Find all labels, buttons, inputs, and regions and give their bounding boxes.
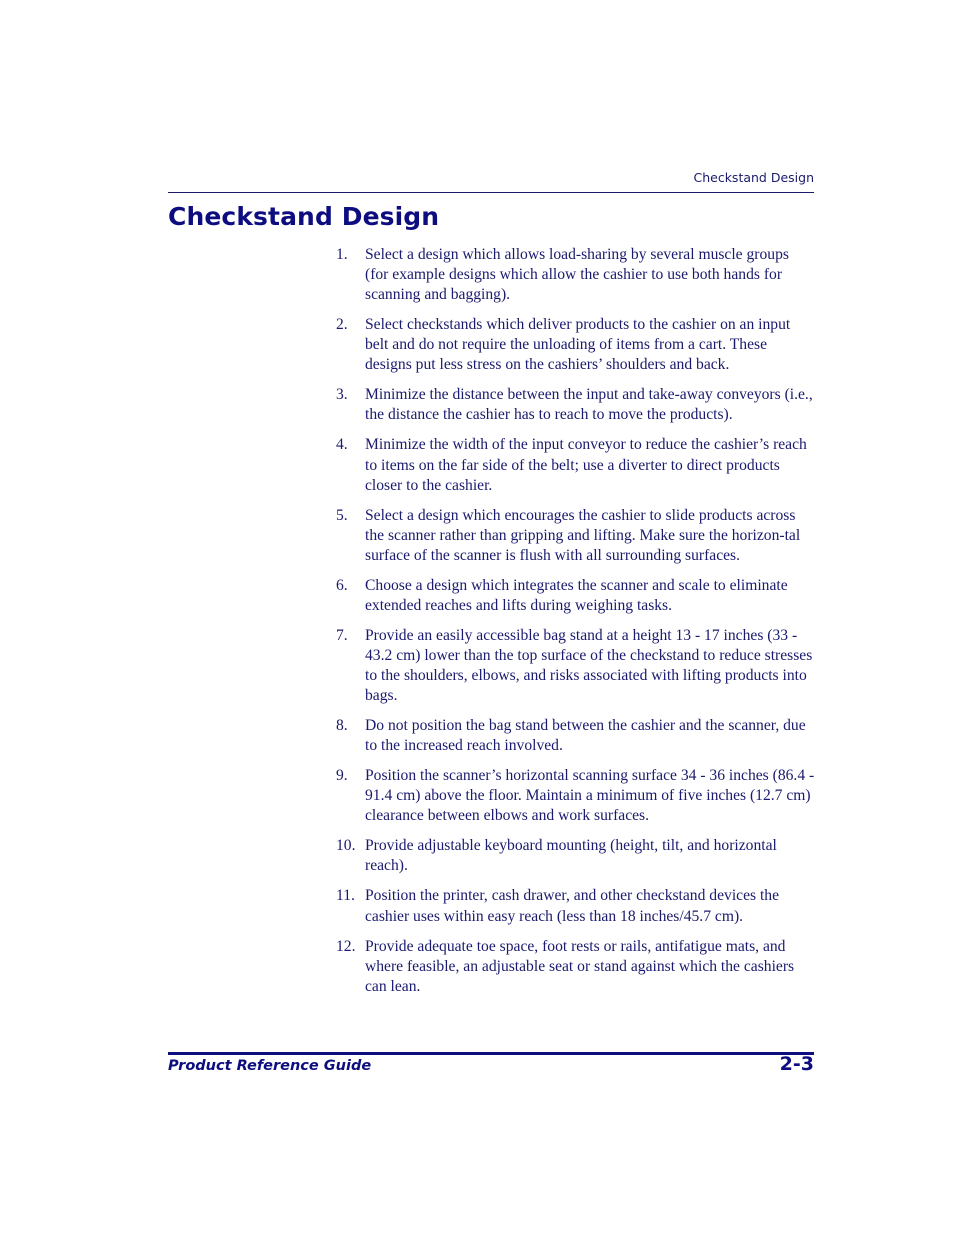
step-number: 2. [336,316,348,334]
step-text: Position the printer, cash drawer, and other checkstand devices the cashier uses within easy reach (less than 18 inches/45.7 cm). [365,887,780,925]
list-item [336,385,816,425]
list-item [336,576,816,616]
running-header: Checkstand Design [693,170,814,185]
step-number: 12. [336,937,356,955]
list-item [336,626,816,706]
list-item [336,245,816,305]
step-list [336,245,816,1007]
step-text: Select a design which encourages the cashier to slide products across the scanner rather than gripping and lifting. Make sure the horizon-tal surface of the scanner is flush with all surrounding surfaces. [365,506,801,564]
list-item [336,836,816,876]
list-item [336,766,816,826]
step-text: Provide an easily accessible bag stand at a height 13 - 17 inches (33 - 43.2 cm) lower than the top surface of the checkstand to reduce stresses to the shoulders, elbows, and risks associated with lifting products into bags. [365,626,813,705]
list-item [336,506,816,566]
step-text: Choose a design which integrates the scanner and scale to eliminate extended reaches and lifts during weighing tasks. [365,576,788,614]
step-number: 1. [336,246,348,263]
step-text: Minimize the distance between the input and take-away conveyors (i.e., the distance the cashier has to reach to move the products). [365,386,813,424]
step-number: 3. [336,386,348,404]
list-item [336,886,816,926]
step-text: Provide adjustable keyboard mounting (height, tilt, and horizontal reach). [365,837,777,875]
step-number: 7. [336,626,348,644]
list-item [336,435,816,495]
page-title: Checkstand Design [168,202,440,231]
step-number: 11. [336,887,355,905]
step-number: 5. [336,506,348,524]
step-number: 6. [336,576,348,594]
footer-guide-title: Product Reference Guide [168,1058,372,1074]
list-item [336,937,816,997]
step-text: Select a design which allows load-sharing by several muscle groups (for example designs which allow the cashier to use both hands for scanning and bagging). [365,246,789,304]
step-text: Do not position the bag stand between the cashier and the scanner, due to the increased reach involved. [365,717,806,755]
step-number: 9. [336,767,348,785]
page-number: 2-3 [779,1053,814,1075]
list-item [336,315,816,375]
step-number: 4. [336,436,348,454]
step-number: 8. [336,717,348,735]
step-text: Select checkstands which deliver products to the cashier on an input belt and do not require the unloading of items from a cart. These designs put less stress on the cashiers’ shoulders and back. [365,316,791,374]
list-item [336,716,816,756]
header-rule [168,192,814,193]
step-number: 10. [336,837,356,855]
step-text: Minimize the width of the input conveyor to reduce the cashier’s reach to items on the far side of the belt; use a diverter to direct products closer to the cashier. [365,436,807,494]
step-text: Provide adequate toe space, foot rests or rails, antifatigue mats, and where feasible, an adjustable seat or stand against which the cashiers can lean. [365,937,795,995]
step-text: Position the scanner’s horizontal scanning surface 34 - 36 inches (86.4 - 91.4 cm) above the floor. Maintain a minimum of five inches (12.7 cm) clearance between elbows and work surfaces. [365,767,815,825]
